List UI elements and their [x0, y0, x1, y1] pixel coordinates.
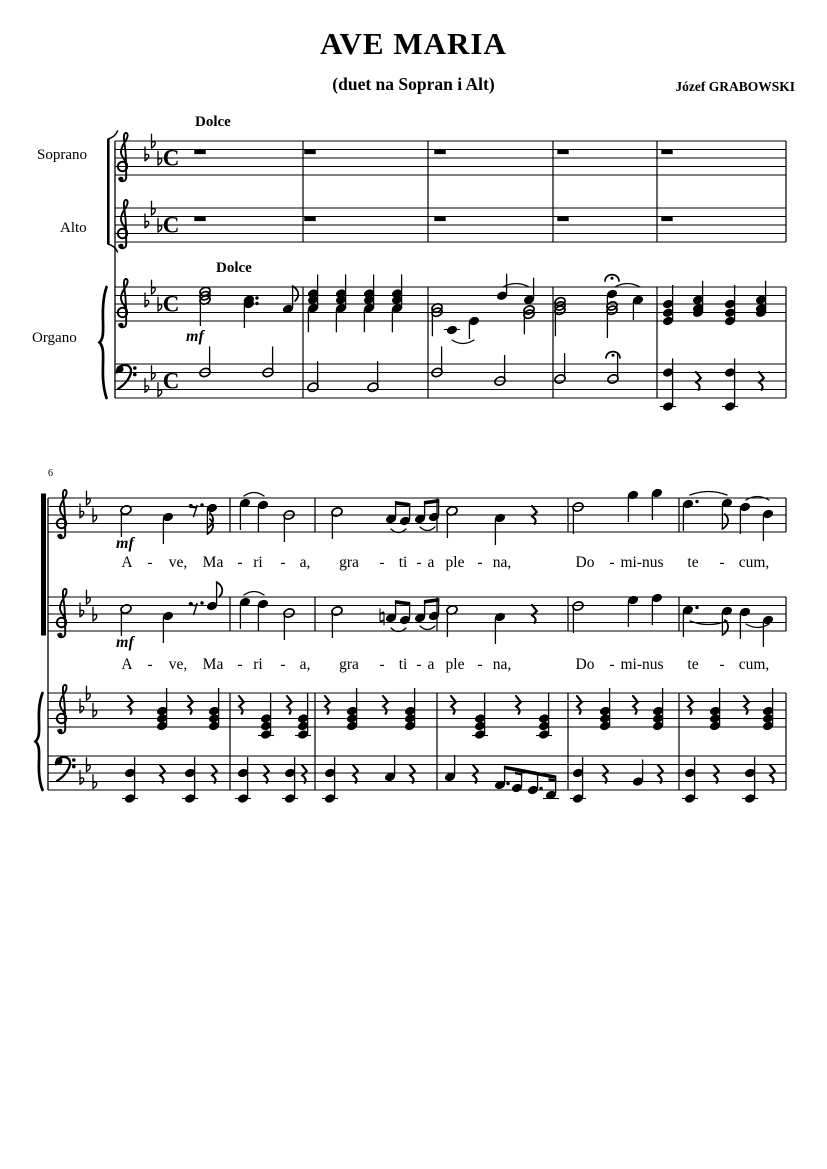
lyric-syllable: Do: [575, 656, 595, 673]
organ-right-hand: [199, 274, 768, 344]
lyric-syllable: -: [237, 656, 243, 673]
lyric-syllable: -: [379, 656, 385, 673]
treble-clef-icon: [57, 589, 67, 638]
lyric-syllable: cum,: [738, 656, 770, 673]
flat-icon: [93, 703, 97, 717]
staff: [48, 597, 786, 631]
lyric-syllable: -: [280, 554, 286, 571]
lyric-syllable: Ma: [202, 554, 224, 571]
lyric-syllable: a: [427, 656, 435, 673]
lyric-syllable: ri: [253, 554, 263, 571]
soprano-melody: [120, 487, 775, 545]
measure-number: 6: [48, 468, 53, 479]
organ-right-hand-2: [128, 688, 774, 740]
flat-icon: [93, 607, 97, 621]
staff: [48, 756, 786, 790]
staff: [115, 208, 786, 242]
part-label-alto: Alto: [60, 220, 87, 236]
flat-icon: [87, 590, 91, 604]
common-time-icon: C: [162, 291, 180, 317]
lyric-syllable: -: [719, 554, 725, 571]
lyric-syllable: -: [416, 554, 422, 571]
lyric-syllable: na,: [492, 554, 512, 571]
lyric-syllable: a,: [299, 656, 311, 673]
lyric-syllable: a: [427, 554, 435, 571]
lyric-syllable: -: [280, 656, 286, 673]
dynamic-organ: mf: [186, 328, 204, 345]
flat-icon: [158, 151, 162, 165]
lyric-syllable: -: [237, 554, 243, 571]
lyric-syllable: A: [121, 554, 133, 571]
treble-clef-icon: [57, 490, 67, 539]
lyric-syllable: na,: [492, 656, 512, 673]
flat-icon: [93, 775, 97, 789]
lyric-syllable: ve,: [168, 656, 188, 673]
lyric-syllable: ple: [445, 554, 465, 571]
treble-clef-icon: [118, 200, 128, 249]
lyric-syllable: ve,: [168, 554, 188, 571]
lyric-syllable: a,: [299, 554, 311, 571]
lyric-syllable: ple: [445, 656, 465, 673]
treble-clef-icon: [118, 133, 128, 182]
lyric-syllable: te: [687, 656, 699, 673]
flat-icon: [93, 508, 97, 522]
staff: [115, 364, 786, 398]
lyric-syllable: -: [609, 554, 615, 571]
bracket-icon: [41, 494, 46, 636]
treble-clef-icon: [118, 279, 128, 328]
lyric-syllable: -: [379, 554, 385, 571]
tempo-marking-organ: Dolce: [216, 260, 252, 276]
bass-clef-icon: [56, 757, 76, 781]
part-label-soprano: Soprano: [37, 147, 87, 163]
lyric-syllable: -: [477, 554, 483, 571]
staff: [115, 287, 786, 321]
lyric-syllable: -: [477, 656, 483, 673]
flat-icon: [158, 297, 162, 311]
lyric-syllable: te: [687, 554, 699, 571]
staff: [115, 141, 786, 175]
flat-icon: [87, 686, 91, 700]
lyric-syllable: -: [609, 656, 615, 673]
page-title: AVE MARIA: [320, 26, 507, 61]
tempo-marking-vocal: Dolce: [195, 114, 231, 130]
lyric-syllable: -: [147, 656, 153, 673]
lyric-syllable: A: [121, 656, 133, 673]
flat-icon: [87, 758, 91, 772]
fermata-icon: [605, 275, 619, 281]
flat-icon: [152, 201, 156, 215]
lyric-syllable: Ma: [202, 656, 224, 673]
brace-icon: [36, 693, 43, 790]
brace-icon: [100, 287, 107, 398]
lyric-syllable: ti: [398, 554, 408, 571]
system-1: [100, 131, 787, 412]
lyric-syllable: gra: [339, 656, 359, 673]
lyric-syllable: mi-nus: [620, 656, 664, 673]
common-time-icon: C: [162, 368, 180, 394]
lyric-syllable: mi-nus: [620, 554, 664, 571]
page-subtitle: (duet na Sopran i Alt): [332, 74, 495, 94]
staff: [48, 498, 786, 532]
lyric-syllable: Do: [575, 554, 595, 571]
lyric-syllable: -: [416, 656, 422, 673]
lyric-syllable: -: [147, 554, 153, 571]
vocal-whole-rests: [194, 150, 672, 222]
organ-left-hand-2: [122, 755, 775, 804]
system-2: [36, 487, 787, 804]
flat-icon: [152, 280, 156, 294]
lyric-syllable: ri: [253, 656, 263, 673]
lyric-syllable: ti: [398, 656, 408, 673]
dynamic-soprano: mf: [116, 535, 134, 552]
common-time-icon: C: [162, 145, 180, 171]
bass-clef-icon: [117, 365, 137, 389]
composer-name: Józef GRABOWSKI: [675, 79, 795, 94]
lyric-syllable: gra: [339, 554, 359, 571]
flat-icon: [87, 491, 91, 505]
dynamic-alto: mf: [116, 634, 134, 651]
lyric-syllable: -: [719, 656, 725, 673]
treble-clef-icon: [57, 685, 67, 734]
common-time-icon: C: [162, 212, 180, 238]
organ-left-hand: [199, 347, 764, 413]
part-label-organo: Organo: [32, 330, 77, 346]
lyric-syllable: cum,: [738, 554, 770, 571]
flat-icon: [152, 366, 156, 380]
flat-icon: [158, 383, 162, 397]
flat-icon: [152, 134, 156, 148]
flat-icon: [158, 218, 162, 232]
